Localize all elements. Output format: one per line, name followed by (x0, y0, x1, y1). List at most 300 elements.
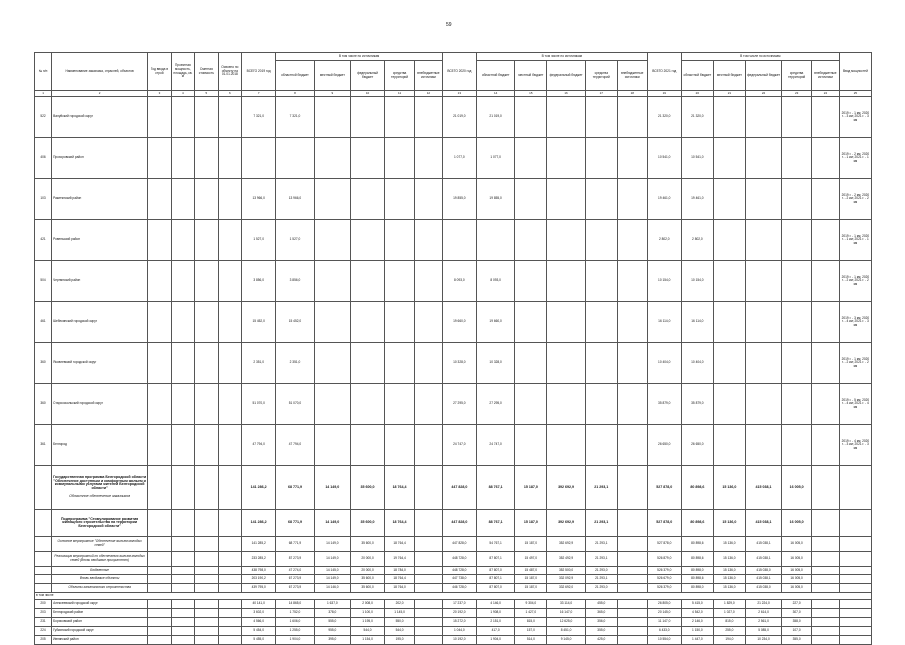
empty-cell (547, 138, 585, 179)
empty-cell (171, 627, 194, 636)
empty-cell (218, 261, 241, 302)
row-value: 88 767,1 (476, 510, 514, 537)
row-value (617, 618, 647, 627)
row-name: Алексеевский городской округ (52, 600, 148, 609)
oblast-2019: 7 321,0 (276, 97, 314, 138)
empty-cell (782, 384, 812, 425)
oblast-2021: 35 879,0 (681, 384, 713, 425)
row-number: 360 (35, 384, 52, 425)
row-value: 15 187,0 (515, 575, 547, 584)
empty-cell (617, 179, 647, 220)
empty-cell (171, 552, 194, 567)
empty-cell (148, 261, 171, 302)
empty-cell (745, 97, 781, 138)
summary-subtitle: Областное обеспечение заказчиков (69, 494, 131, 499)
summary-value: 18 764,4 (385, 466, 415, 510)
empty-cell (782, 138, 812, 179)
row-value: 5 454,0 (242, 627, 276, 636)
total-2019: 51 070,0 (242, 384, 276, 425)
row-value: 446 728,0 (442, 584, 476, 593)
empty-cell (148, 636, 171, 645)
row-value: 3 602,0 (242, 609, 276, 618)
empty-cell (218, 179, 241, 220)
row-value: 194,0 (713, 636, 745, 645)
oblast-2019 (276, 138, 314, 179)
row-value: 20 000,0 (350, 567, 384, 575)
empty-cell (314, 97, 350, 138)
empty-cell (839, 627, 871, 636)
row-value: 815,0 (515, 618, 547, 627)
row-value: 87 807,1 (476, 552, 514, 567)
row-value: 203 190,2 (242, 575, 276, 584)
row-value: 2 008,0 (350, 600, 384, 609)
empty-cell (713, 343, 745, 384)
table-row (35, 425, 872, 466)
column-number: 3 (148, 91, 171, 97)
row-value: 18 764,0 (385, 584, 415, 593)
row-name: Подпрограмма "Стимулирование развития жилищного строительства на территории Белгородской области" (52, 510, 148, 537)
empty-cell (314, 179, 350, 220)
summary-value: 447 828,0 (442, 466, 476, 510)
empty-cell (195, 220, 218, 261)
empty-cell (218, 636, 241, 645)
row-value: 14 146,0 (314, 584, 350, 593)
empty-cell (350, 97, 384, 138)
header-total-2021: ВСЕГО 2021 год (647, 53, 681, 91)
empty-cell (782, 220, 812, 261)
empty-cell (812, 220, 840, 261)
total-2020: 21 019,0 (442, 97, 476, 138)
row-value (617, 567, 647, 575)
row-value: 10 192,0 (442, 636, 476, 645)
empty-cell (195, 584, 218, 593)
table-row (35, 609, 872, 618)
row-value: 15 187,0 (515, 510, 547, 537)
row-value: 21 293,1 (585, 552, 617, 567)
column-number: 21 (713, 91, 745, 97)
empty-cell (171, 97, 194, 138)
row-value: 12 625,0 (547, 618, 585, 627)
empty-cell (148, 609, 171, 618)
total-2019 (242, 138, 276, 179)
header-group-2021: В том числе по источникам (681, 53, 839, 61)
row-value: 448 728,0 (442, 552, 476, 567)
column-number: 6 (218, 91, 241, 97)
row-value: 227,0 (782, 600, 812, 609)
empty-cell (782, 425, 812, 466)
table-row (35, 600, 872, 609)
page-number: 59 (446, 22, 452, 28)
row-name: Ровеньский район (52, 220, 148, 261)
row-value: 87 807,0 (476, 584, 514, 593)
row-number: 361 (35, 425, 52, 466)
row-value: 15 136,0 (713, 584, 745, 593)
empty-cell (350, 425, 384, 466)
row-value: 526 879,0 (647, 552, 681, 567)
empty-cell (171, 179, 194, 220)
header-oblast: областной бюджет (476, 61, 514, 91)
row-notes: 2019 г. - 1 км; 2020 г. - 3 км; 2021 г. - 3 км (839, 97, 871, 138)
column-number: 14 (476, 91, 514, 97)
total-2019: 13 966,0 (242, 179, 276, 220)
row-value: 5 085,0 (745, 627, 781, 636)
row-value: 955,0 (314, 627, 350, 636)
empty-cell (218, 343, 241, 384)
empty-cell (812, 384, 840, 425)
empty-cell (171, 138, 194, 179)
empty-cell (171, 618, 194, 627)
row-value (617, 627, 647, 636)
empty-cell (314, 138, 350, 179)
empty-cell (218, 138, 241, 179)
total-2021: 10 541,0 (647, 138, 681, 179)
empty-cell (148, 179, 171, 220)
row-value: 425,0 (585, 636, 617, 645)
row-value (812, 609, 840, 618)
table-row (35, 384, 872, 425)
header-year: Год ввода в строй (148, 53, 171, 91)
row-value: 378,0 (314, 609, 350, 618)
column-number: 13 (442, 91, 476, 97)
row-value (617, 552, 647, 567)
empty-cell (148, 466, 171, 510)
table-row (35, 179, 872, 220)
row-value: 815,0 (713, 618, 745, 627)
empty-cell (35, 567, 52, 575)
empty-cell (171, 220, 194, 261)
oblast-2021: 10 404,0 (681, 343, 713, 384)
row-value: 15 136,0 (713, 567, 745, 575)
empty-cell (385, 425, 415, 466)
row-value (812, 510, 840, 537)
row-value: 1 904,0 (476, 636, 514, 645)
row-value: 527 878,0 (647, 537, 681, 552)
empty-cell (171, 600, 194, 609)
row-value: 352 692,9 (547, 537, 585, 552)
row-value: 15 136,0 (713, 575, 745, 584)
summary-title: Государственная программа Белгородской области "Обеспечение доступным и комфортным жильем и коммунальными услугами жителей Белгородской области" (53, 475, 147, 490)
empty-cell (385, 384, 415, 425)
row-value: 16 005,0 (782, 537, 812, 552)
empty-cell (617, 138, 647, 179)
row-number: 231 (35, 618, 52, 627)
empty-cell (515, 179, 547, 220)
row-value: 14 865,0 (276, 600, 314, 609)
row-value (812, 618, 840, 627)
row-value (812, 636, 840, 645)
oblast-2021: 16 114,0 (681, 302, 713, 343)
row-value: 35 600,0 (350, 510, 384, 537)
empty-cell (385, 302, 415, 343)
oblast-2020: 21 019,0 (476, 97, 514, 138)
row-value (415, 584, 443, 593)
empty-cell (745, 302, 781, 343)
row-value: 80 898,6 (681, 510, 713, 537)
empty-cell (171, 343, 194, 384)
empty-cell (148, 567, 171, 575)
oblast-2019: 51 070,0 (276, 384, 314, 425)
empty-cell (218, 425, 241, 466)
row-value: 80 898,6 (681, 575, 713, 584)
empty-cell (415, 425, 443, 466)
summary-value: 14 149,0 (314, 466, 350, 510)
empty-cell (617, 220, 647, 261)
table-row (35, 627, 872, 636)
row-number: 103 (35, 179, 52, 220)
column-number: 18 (617, 91, 647, 97)
row-value: 415 038,1 (745, 552, 781, 567)
empty-cell (195, 636, 218, 645)
row-value: 14 149,0 (314, 537, 350, 552)
empty-cell (585, 97, 617, 138)
empty-cell (314, 425, 350, 466)
row-value: 15 136,0 (713, 510, 745, 537)
empty-cell (585, 384, 617, 425)
header-spent: Освоено по объекту на 01.01.2018 (218, 53, 241, 91)
row-value: 355,0 (585, 627, 617, 636)
summary-value (617, 466, 647, 510)
empty-cell (839, 575, 871, 584)
row-value (415, 537, 443, 552)
row-value: 233 285,2 (242, 552, 276, 567)
row-value: 87 273,9 (276, 552, 314, 567)
empty-cell (148, 425, 171, 466)
empty-cell (148, 343, 171, 384)
empty-cell (195, 627, 218, 636)
empty-cell (171, 425, 194, 466)
empty-cell (812, 302, 840, 343)
empty-cell (745, 343, 781, 384)
row-name: Валуйский городской округ (52, 97, 148, 138)
row-value: 35 600,0 (350, 537, 384, 552)
total-2020 (442, 220, 476, 261)
row-value: 447 828,0 (442, 510, 476, 537)
empty-cell (415, 343, 443, 384)
row-name: Губкинский городской округ (52, 627, 148, 636)
row-value (415, 627, 443, 636)
empty-cell (385, 97, 415, 138)
table-row (35, 261, 872, 302)
empty-cell (195, 138, 218, 179)
empty-cell (218, 609, 241, 618)
header-local: местный бюджет (515, 61, 547, 91)
header-no: № п/п (35, 53, 52, 91)
empty-cell (195, 179, 218, 220)
empty-cell (415, 179, 443, 220)
empty-cell (515, 97, 547, 138)
row-value: 1 154,0 (350, 636, 384, 645)
empty-cell (415, 97, 443, 138)
empty-cell (350, 138, 384, 179)
row-name: Шебекинский городской округ (52, 302, 148, 343)
summary-value: 415 038,1 (745, 466, 781, 510)
empty-cell (585, 343, 617, 384)
row-value (415, 609, 443, 618)
row-value (617, 636, 647, 645)
empty-cell (35, 552, 52, 567)
empty-cell (148, 584, 171, 593)
empty-cell (782, 302, 812, 343)
row-value: 5 415,0 (681, 600, 713, 609)
summary-name (52, 466, 148, 510)
empty-cell (745, 138, 781, 179)
total-2021: 10 404,0 (647, 343, 681, 384)
row-value: 415 038,1 (745, 575, 781, 584)
row-value: 352 492,9 (547, 552, 585, 567)
header-local: местный бюджет (314, 61, 350, 91)
empty-cell (713, 138, 745, 179)
empty-cell (148, 510, 171, 537)
row-value: 80 898,0 (681, 584, 713, 593)
total-2019: 1 527,0 (242, 220, 276, 261)
row-value: 195,0 (385, 636, 415, 645)
table-row (35, 537, 872, 552)
empty-cell (35, 575, 52, 584)
row-value: 157,0 (515, 627, 547, 636)
empty-cell (148, 302, 171, 343)
total-2021: 19 461,0 (647, 179, 681, 220)
empty-cell (385, 261, 415, 302)
empty-cell (713, 97, 745, 138)
row-value: 16 005,0 (782, 510, 812, 537)
row-value: 40 141,0 (242, 600, 276, 609)
empty-cell (35, 584, 52, 593)
empty-cell (385, 220, 415, 261)
row-value: 526 379,0 (647, 584, 681, 593)
empty-cell (415, 302, 443, 343)
empty-cell (218, 97, 241, 138)
row-value: 1 027,0 (713, 609, 745, 618)
empty-cell (148, 138, 171, 179)
row-value: 356,0 (585, 618, 617, 627)
total-2020: 19 660,0 (442, 302, 476, 343)
row-value: 4 566,0 (242, 618, 276, 627)
header-federal: федеральный бюджет (350, 61, 384, 91)
column-number: 7 (242, 91, 276, 97)
row-value: 1 752,0 (276, 609, 314, 618)
oblast-2021: 21 320,0 (681, 97, 713, 138)
section-label: в том числе (35, 593, 872, 600)
empty-cell (385, 138, 415, 179)
row-name: Бюджетные (52, 567, 148, 575)
empty-cell (171, 510, 194, 537)
empty-cell (195, 97, 218, 138)
row-value: 11 147,0 (647, 618, 681, 627)
empty-cell (839, 609, 871, 618)
row-value: 415 038,1 (745, 537, 781, 552)
column-number: 15 (515, 91, 547, 97)
empty-cell (148, 552, 171, 567)
row-value: 16 005,0 (782, 575, 812, 584)
empty-cell (195, 343, 218, 384)
empty-cell (148, 537, 171, 552)
empty-cell (782, 343, 812, 384)
row-value (617, 584, 647, 593)
empty-cell (839, 537, 871, 552)
row-value: 1 044,0 (442, 627, 476, 636)
row-name: Ивнянский район (52, 636, 148, 645)
empty-cell (35, 537, 52, 552)
empty-cell (148, 220, 171, 261)
row-name: Белгород (52, 425, 148, 466)
header-oblast: областной бюджет (276, 61, 314, 91)
empty-cell (415, 261, 443, 302)
total-2021: 2 802,0 (647, 220, 681, 261)
row-value (415, 618, 443, 627)
oblast-2021: 10 541,0 (681, 138, 713, 179)
row-notes: 2019 г. - 2 км; 2020 г. - 2 км; 2021 г. - 2 км (839, 179, 871, 220)
row-value: 21 293,0 (585, 567, 617, 575)
empty-cell (713, 179, 745, 220)
row-value: 2 614,0 (745, 609, 781, 618)
investment-table (34, 52, 872, 645)
empty-cell (585, 220, 617, 261)
row-value: 54 767,1 (476, 537, 514, 552)
row-value (812, 567, 840, 575)
empty-cell (218, 537, 241, 552)
row-value: 16 147,0 (547, 609, 585, 618)
empty-cell (195, 609, 218, 618)
row-value: 19 764,4 (385, 552, 415, 567)
row-number: 360 (35, 343, 52, 384)
empty-cell (195, 466, 218, 510)
header-offbudget: внебюджетные источники (812, 61, 840, 91)
empty-cell (515, 384, 547, 425)
empty-cell (171, 575, 194, 584)
empty-cell (515, 425, 547, 466)
row-value: 544,0 (350, 627, 384, 636)
empty-cell (547, 425, 585, 466)
empty-cell (218, 302, 241, 343)
row-value (812, 575, 840, 584)
row-value: 415 038,1 (745, 510, 781, 537)
row-name: Реализация мероприятий по обеспечению жильем молодых семей (Вновь вводимые приоритетно) (52, 552, 148, 567)
row-value: 447 828,0 (442, 537, 476, 552)
empty-cell (617, 343, 647, 384)
empty-cell (617, 97, 647, 138)
header-total-2020: ВСЕГО 2020 год (442, 53, 476, 91)
header-notes: Ввод мощностей (839, 53, 871, 91)
row-number: 205 (35, 636, 52, 645)
empty-cell (839, 584, 871, 593)
row-number: 504 (35, 261, 52, 302)
summary-value: 35 600,0 (350, 466, 384, 510)
oblast-2021: 10 154,0 (681, 261, 713, 302)
empty-cell (350, 179, 384, 220)
row-value (812, 627, 840, 636)
row-value (415, 636, 443, 645)
empty-cell (385, 343, 415, 384)
row-value: 68 771,9 (276, 510, 314, 537)
total-2020: 27 295,0 (442, 384, 476, 425)
row-value: 16 005,0 (782, 584, 812, 593)
row-value: 4 542,0 (681, 609, 713, 618)
empty-cell (148, 384, 171, 425)
row-value: 35 600,0 (350, 584, 384, 593)
empty-cell (218, 600, 241, 609)
total-2019: 15 452,0 (242, 302, 276, 343)
empty-cell (585, 302, 617, 343)
header-total-2019: ВСЕГО 2019 год (242, 53, 276, 91)
empty-cell (218, 220, 241, 261)
row-number: 406 (35, 138, 52, 179)
row-value: 417,0 (476, 627, 514, 636)
empty-cell (314, 220, 350, 261)
row-number: 200 (35, 600, 52, 609)
row-value: 15 487,0 (515, 567, 547, 575)
row-value: 14 149,0 (314, 552, 350, 567)
row-value: 15 497,0 (515, 552, 547, 567)
